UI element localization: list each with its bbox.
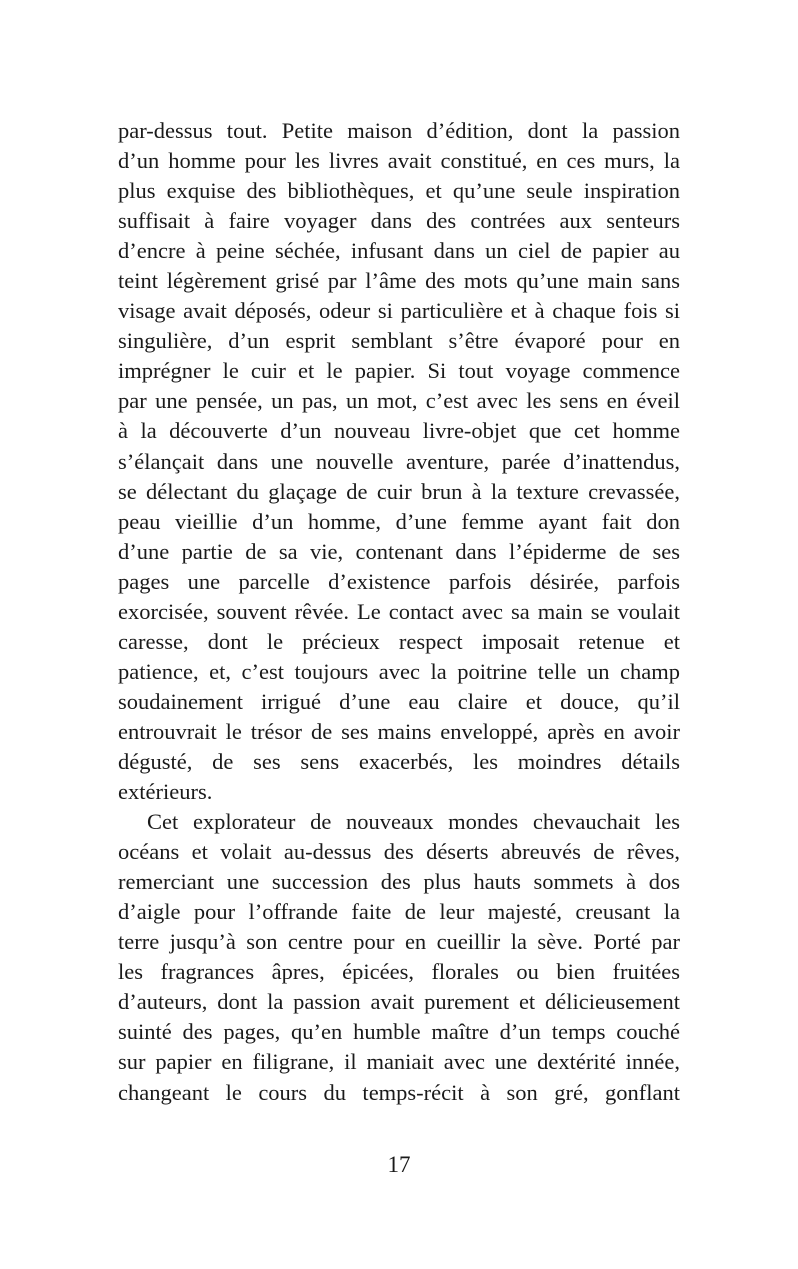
text-line: peau vieillie d’un homme, d’une femme ayant fait don: [118, 508, 680, 534]
text-line: patience, et, c’est toujours avec la poitrine telle un champ: [118, 658, 680, 684]
text-line: soudainement irrigué d’une eau claire et douce, qu’il: [118, 688, 680, 714]
text-line: singulière, d’un esprit semblant s’être évaporé pour en: [118, 328, 680, 354]
text-line: pages une parcelle d’existence parfois désirée, parfois: [118, 568, 680, 594]
text-line: s’élançait dans une nouvelle aventure, parée d’inattendus,: [118, 448, 680, 474]
text-line: visage avait déposés, odeur si particulière et à chaque fois si: [118, 298, 680, 324]
text-line: d’une partie de sa vie, contenant dans l’épiderme de ses: [118, 538, 680, 564]
text-line: d’un homme pour les livres avait constitué, en ces murs, la: [118, 148, 680, 174]
text-line: changeant le cours du temps-récit à son gré, gonflant: [118, 1079, 680, 1105]
page-number: 17: [387, 1152, 411, 1177]
text-line: d’encre à peine séchée, infusant dans un ciel de papier au: [118, 238, 680, 264]
text-line: plus exquise des bibliothèques, et qu’une seule inspiration: [118, 178, 680, 204]
text-line: teint légèrement grisé par l’âme des mots qu’une main sans: [118, 268, 680, 294]
text-line: d’auteurs, dont la passion avait purement et délicieusement: [118, 989, 680, 1015]
text-line: d’aigle pour l’offrande faite de leur majesté, creusant la: [118, 899, 680, 925]
text-line: caresse, dont le précieux respect imposait retenue et: [118, 628, 680, 654]
text-line: se délectant du glaçage de cuir brun à la texture crevassée,: [118, 478, 680, 504]
text-line: océans et volait au-dessus des déserts abreuvés de rêves,: [118, 839, 680, 865]
text-line: exorcisée, souvent rêvée. Le contact avec sa main se voulait: [118, 598, 680, 624]
text-line: suffisait à faire voyager dans des contrées aux senteurs: [118, 208, 680, 234]
text-line: imprégner le cuir et le papier. Si tout voyage commence: [118, 358, 680, 384]
text-line: extérieurs.: [118, 779, 213, 805]
paragraph: [118, 116, 680, 807]
text-line: par-dessus tout. Petite maison d’édition, dont la passion: [118, 118, 680, 143]
text-line: dégusté, de ses sens exacerbés, les moindres détails: [118, 748, 680, 774]
text-line: par une pensée, un pas, un mot, c’est avec les sens en éveil: [118, 388, 680, 414]
text-line: Cet explorateur de nouveaux mondes chevauchait les: [147, 809, 680, 835]
body-text: [118, 116, 680, 1108]
text-line: les fragrances âpres, épicées, florales ou bien fruitées: [118, 959, 680, 985]
text-line: sur papier en filigrane, il maniait avec une dextérité innée,: [118, 1049, 680, 1075]
text-line: suinté des pages, qu’en humble maître d’un temps couché: [118, 1019, 680, 1045]
paragraph: [118, 807, 680, 1107]
text-line: entrouvrait le trésor de ses mains enveloppé, après en avoir: [118, 718, 680, 744]
text-line: à la découverte d’un nouveau livre-objet que cet homme: [118, 418, 680, 444]
text-line: terre jusqu’à son centre pour en cueillir la sève. Porté par: [118, 929, 680, 955]
text-line: remerciant une succession des plus hauts sommets à dos: [118, 869, 680, 895]
